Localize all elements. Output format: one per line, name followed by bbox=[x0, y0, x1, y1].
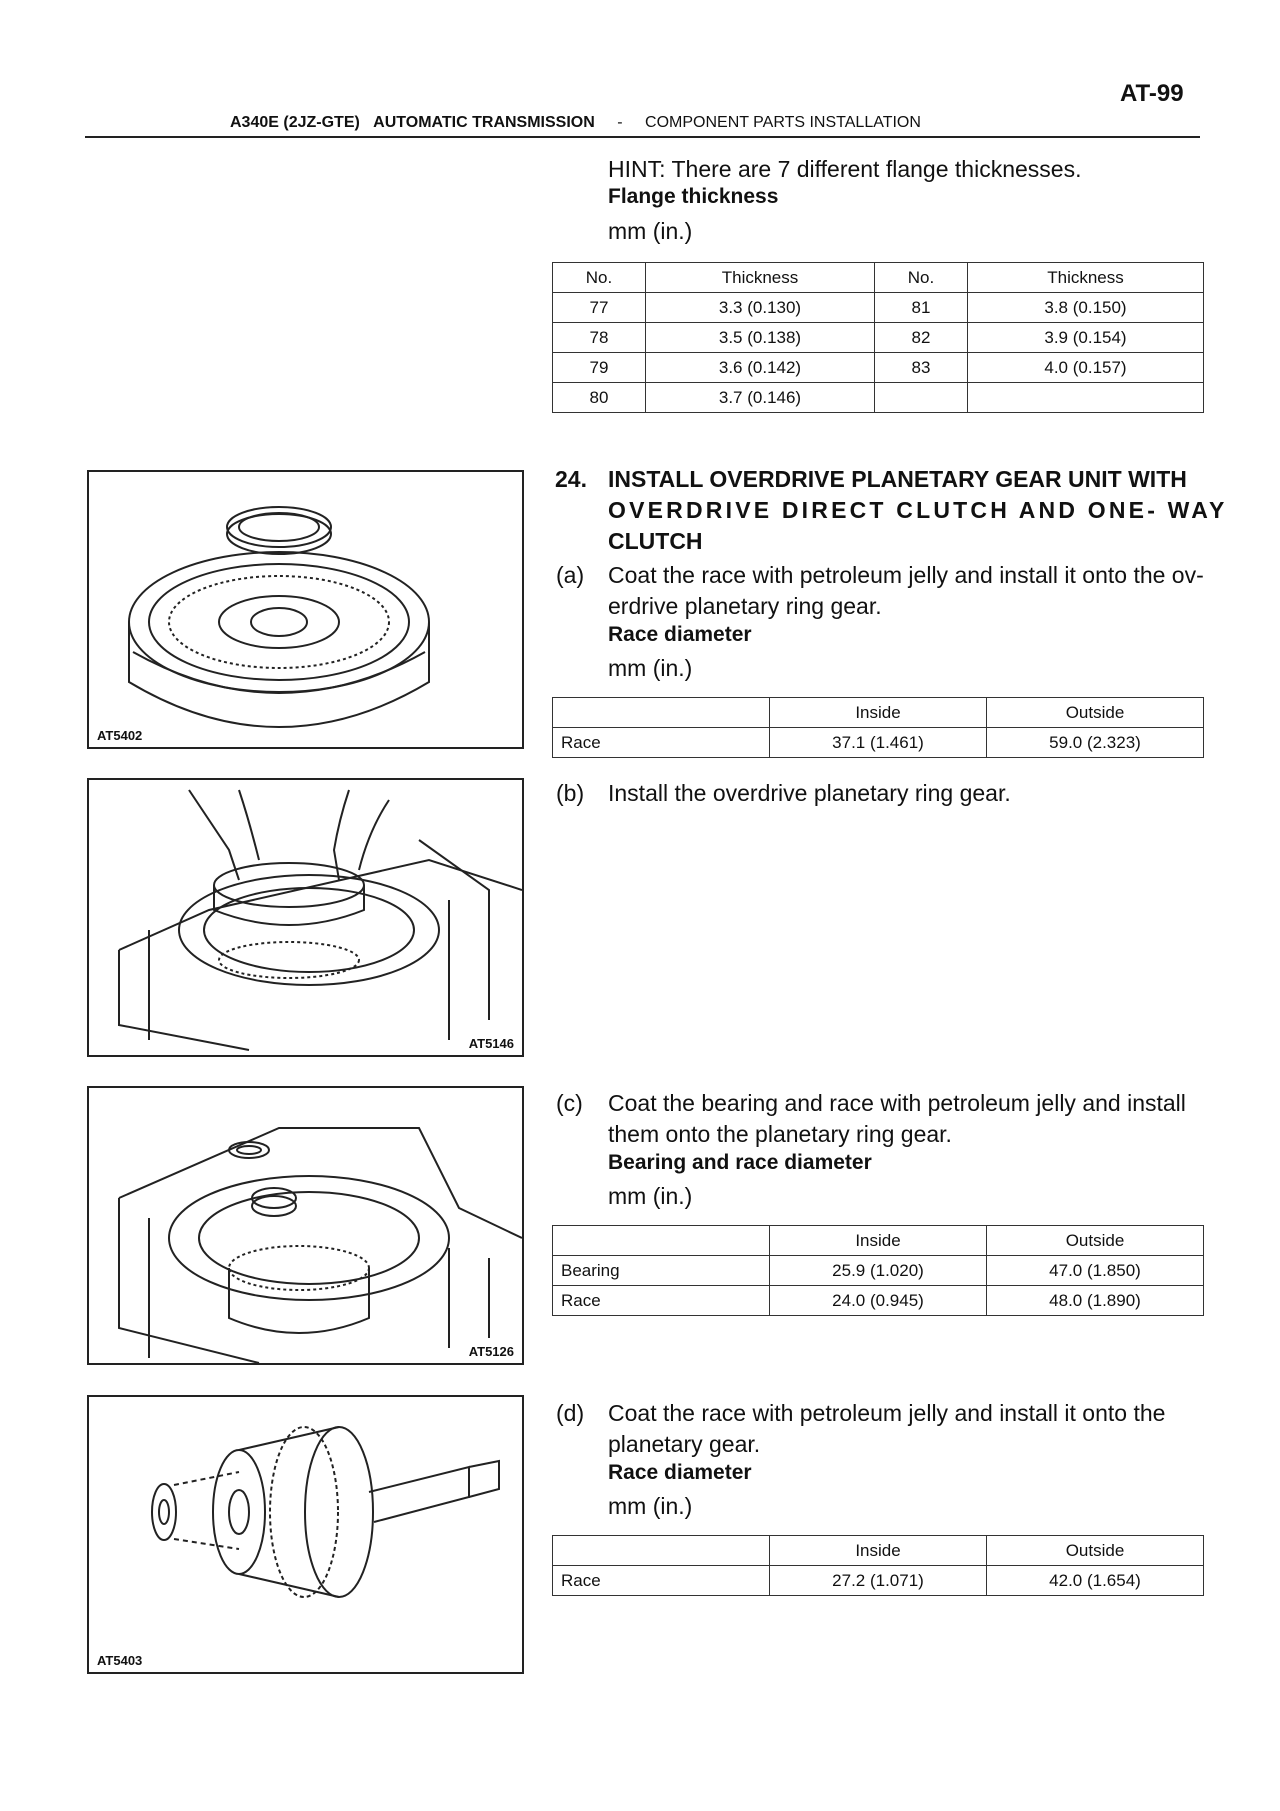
hint-text: HINT: There are 7 different flange thicknesses. bbox=[608, 156, 1082, 182]
substep-a-line2: erdrive planetary ring gear. bbox=[608, 593, 882, 619]
substep-d-letter: (d) bbox=[556, 1400, 585, 1426]
bearing-race-unit: mm (in.) bbox=[608, 1183, 693, 1209]
header-cell: Outside bbox=[987, 1536, 1204, 1566]
table-cell: 81 bbox=[875, 293, 968, 323]
table-header-row bbox=[553, 263, 1204, 293]
flange-unit: mm (in.) bbox=[608, 218, 693, 244]
table-cell: 80 bbox=[553, 383, 646, 413]
table-cell: 4.0 (0.157) bbox=[968, 353, 1204, 383]
table-cell: 3.5 (0.138) bbox=[646, 323, 875, 353]
table-cell: 27.2 (1.071) bbox=[770, 1566, 987, 1596]
header-cell: Inside bbox=[770, 1226, 987, 1256]
race-diameter-table-a bbox=[552, 697, 1204, 758]
table-cell bbox=[875, 383, 968, 413]
header-system: AUTOMATIC TRANSMISSION bbox=[373, 114, 595, 131]
substep-b-line1: Install the overdrive planetary ring gear. bbox=[608, 780, 1011, 806]
page-number: AT-99 bbox=[1120, 80, 1184, 107]
race-diameter-unit: mm (in.) bbox=[608, 655, 693, 681]
header-rule bbox=[85, 136, 1200, 138]
table-cell: 47.0 (1.850) bbox=[987, 1256, 1204, 1286]
substep-a-line1: Coat the race with petroleum jelly and install it onto the ov- bbox=[608, 562, 1204, 588]
flange-table-title: Flange thickness bbox=[608, 185, 779, 208]
race-planetary-gear-illustration bbox=[89, 1397, 522, 1672]
figure-install-ring-gear bbox=[87, 778, 524, 1057]
table-header-row bbox=[553, 1226, 1204, 1256]
table-cell: 37.1 (1.461) bbox=[770, 728, 987, 758]
table-header-row bbox=[553, 698, 1204, 728]
substep-c-letter: (c) bbox=[556, 1090, 583, 1116]
header-cell: Outside bbox=[987, 698, 1204, 728]
table-cell: Race bbox=[553, 1566, 770, 1596]
figure-code: AT5146 bbox=[468, 1036, 514, 1051]
figure-code: AT5402 bbox=[97, 728, 143, 743]
table-row bbox=[553, 1256, 1204, 1286]
step-number: 24. bbox=[555, 466, 587, 492]
table-cell: 25.9 (1.020) bbox=[770, 1256, 987, 1286]
table-cell: 79 bbox=[553, 353, 646, 383]
header-cell: Inside bbox=[770, 1536, 987, 1566]
figure-code: AT5403 bbox=[97, 1653, 143, 1668]
substep-b-letter: (b) bbox=[556, 780, 585, 806]
header-cell: Thickness bbox=[646, 263, 875, 293]
running-header bbox=[230, 114, 921, 132]
step-title-line1: INSTALL OVERDRIVE PLANETARY GEAR UNIT WITH bbox=[608, 466, 1187, 492]
table-cell: 24.0 (0.945) bbox=[770, 1286, 987, 1316]
bearing-race-illustration bbox=[89, 1088, 522, 1363]
header-cell: No. bbox=[875, 263, 968, 293]
install-ring-gear-illustration bbox=[89, 780, 522, 1055]
header-separator: - bbox=[617, 114, 623, 131]
substep-d-line1: Coat the race with petroleum jelly and install it onto the bbox=[608, 1400, 1166, 1426]
race-diameter-table-d bbox=[552, 1535, 1204, 1596]
substep-d-line2: planetary gear. bbox=[608, 1431, 761, 1457]
figure-bearing-race bbox=[87, 1086, 524, 1365]
step-title-line2: OVERDRIVE DIRECT CLUTCH AND ONE- WAY bbox=[608, 497, 1228, 523]
table-cell: 78 bbox=[553, 323, 646, 353]
table-row bbox=[553, 323, 1204, 353]
table-cell: 3.8 (0.150) bbox=[968, 293, 1204, 323]
header-cell: Thickness bbox=[968, 263, 1204, 293]
table-row bbox=[553, 293, 1204, 323]
header-model: A340E (2JZ-GTE) bbox=[230, 114, 360, 131]
table-cell: 59.0 (2.323) bbox=[987, 728, 1204, 758]
race-diameter-title: Race diameter bbox=[608, 623, 752, 646]
header-cell: No. bbox=[553, 263, 646, 293]
table-cell: 82 bbox=[875, 323, 968, 353]
table-cell: 48.0 (1.890) bbox=[987, 1286, 1204, 1316]
table-row bbox=[553, 1566, 1204, 1596]
table-cell: 3.7 (0.146) bbox=[646, 383, 875, 413]
flange-thickness-table bbox=[552, 262, 1204, 413]
bearing-race-table bbox=[552, 1225, 1204, 1316]
figure-code: AT5126 bbox=[468, 1344, 514, 1359]
substep-c-line1: Coat the bearing and race with petroleum jelly and install bbox=[608, 1090, 1186, 1116]
race-ring-gear-illustration bbox=[89, 472, 522, 747]
table-cell: Race bbox=[553, 1286, 770, 1316]
table-row bbox=[553, 1286, 1204, 1316]
header-cell: Outside bbox=[987, 1226, 1204, 1256]
table-cell: Race bbox=[553, 728, 770, 758]
figure-race-planetary-gear bbox=[87, 1395, 524, 1674]
table-row bbox=[553, 383, 1204, 413]
table-cell: Bearing bbox=[553, 1256, 770, 1286]
table-cell: 3.6 (0.142) bbox=[646, 353, 875, 383]
header-cell bbox=[553, 698, 770, 728]
table-cell: 77 bbox=[553, 293, 646, 323]
table-cell: 3.9 (0.154) bbox=[968, 323, 1204, 353]
step-title-line3: CLUTCH bbox=[608, 528, 703, 554]
header-cell bbox=[553, 1536, 770, 1566]
table-row bbox=[553, 353, 1204, 383]
header-cell bbox=[553, 1226, 770, 1256]
figure-race-ring-gear bbox=[87, 470, 524, 749]
header-section: COMPONENT PARTS INSTALLATION bbox=[645, 114, 921, 131]
race-diameter-d-title: Race diameter bbox=[608, 1461, 752, 1484]
substep-c-line2: them onto the planetary ring gear. bbox=[608, 1121, 952, 1147]
header-cell: Inside bbox=[770, 698, 987, 728]
table-row bbox=[553, 728, 1204, 758]
table-cell: 42.0 (1.654) bbox=[987, 1566, 1204, 1596]
table-cell bbox=[968, 383, 1204, 413]
bearing-race-title: Bearing and race diameter bbox=[608, 1151, 872, 1174]
substep-a-letter: (a) bbox=[556, 562, 585, 588]
table-cell: 3.3 (0.130) bbox=[646, 293, 875, 323]
table-header-row bbox=[553, 1536, 1204, 1566]
table-cell: 83 bbox=[875, 353, 968, 383]
race-diameter-d-unit: mm (in.) bbox=[608, 1493, 693, 1519]
